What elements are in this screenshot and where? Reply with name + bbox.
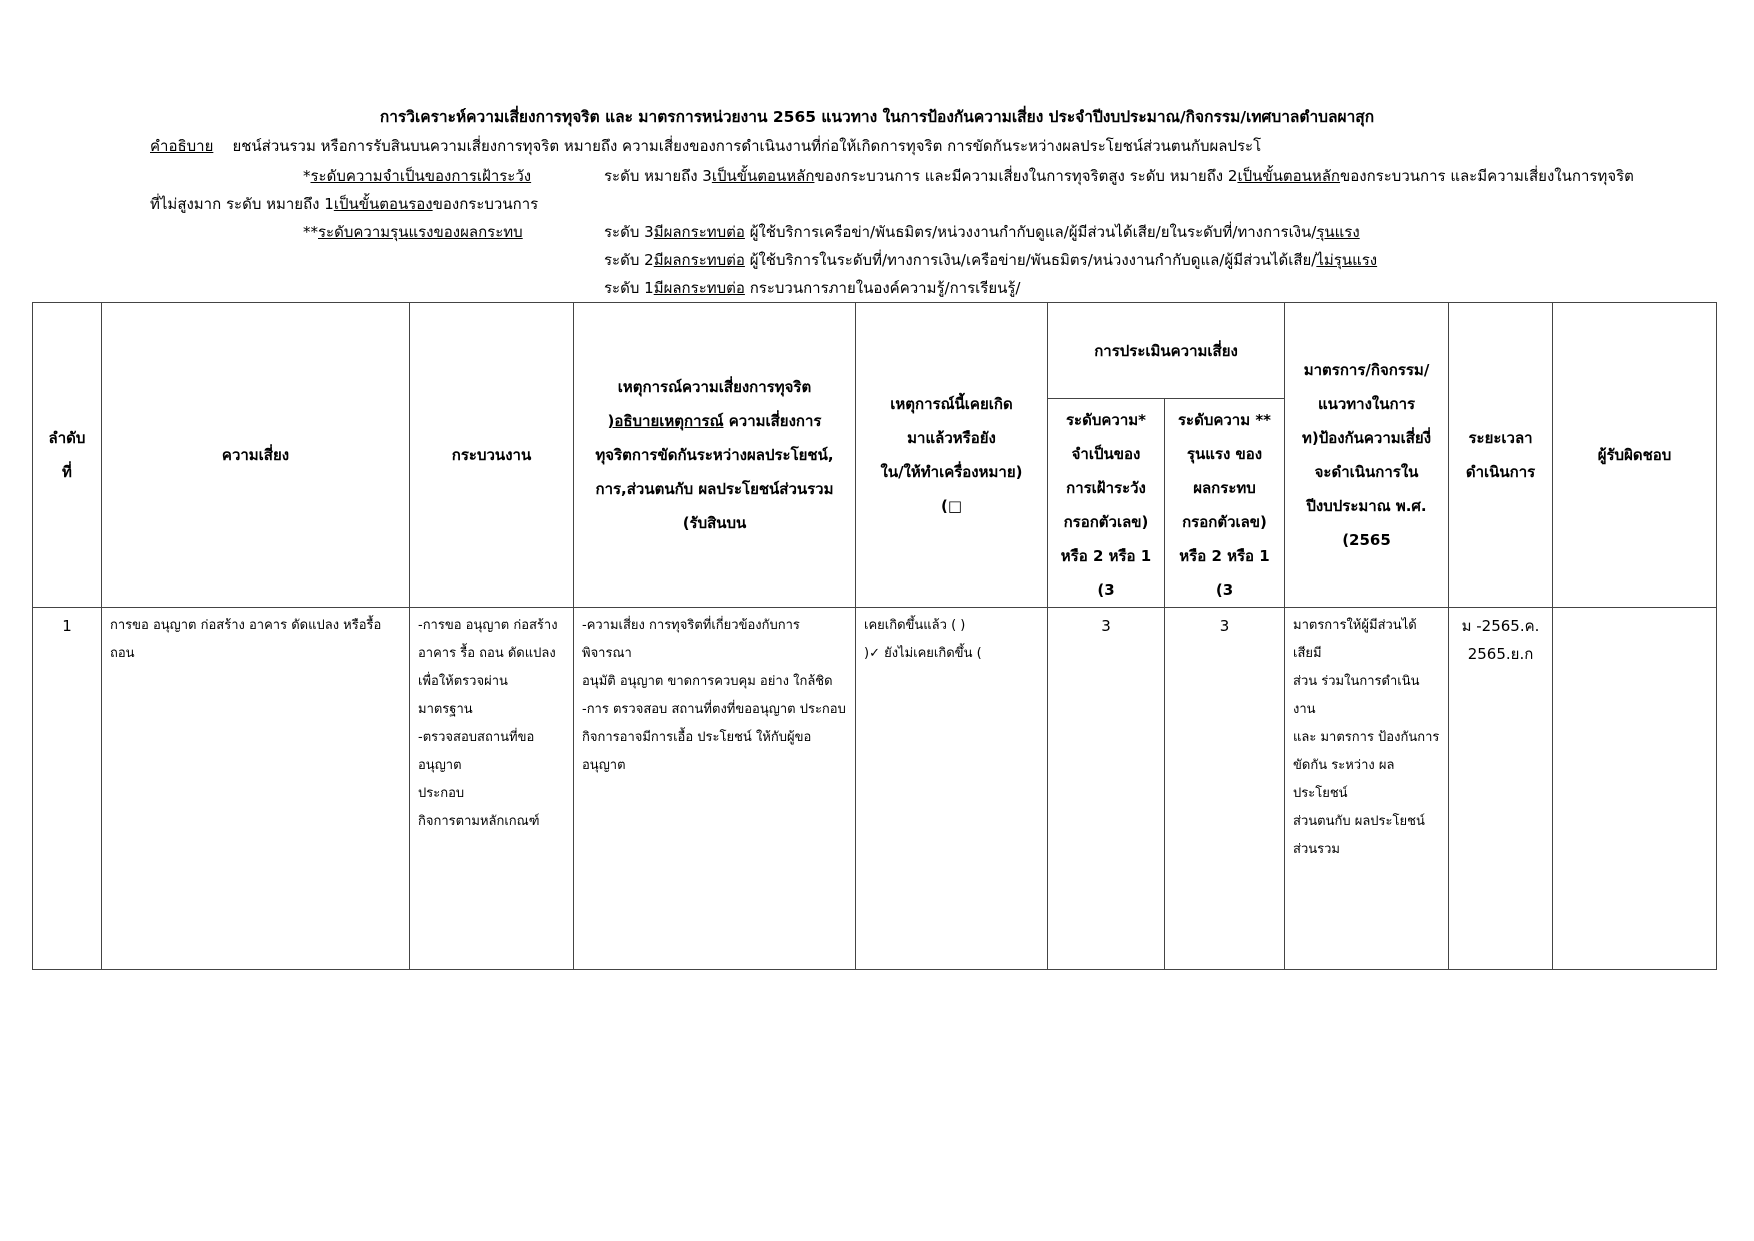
header-process: กระบวนงาน	[410, 303, 574, 608]
severity-prefix: **	[303, 223, 318, 241]
necessity-label-line	[303, 166, 531, 186]
necessity-line2	[150, 194, 538, 214]
severity-level-2	[604, 250, 1377, 270]
row-measures: มาตรการให้ผู้มีส่วนได้ เสียมี ส่วน ร่วมในการดำเนินงาน และ มาตรการ ป้องกันการ ขัดกัน ระหว่าง ผลประโยชน์ ส่วนตนกับ ผลประโยชน์ ส่วนรวม	[1285, 608, 1449, 970]
sev1-a: ระดับ 1	[604, 279, 654, 297]
row-period: ม -2565.ค. 2565.ย.ก	[1449, 608, 1553, 970]
definition-line	[150, 136, 1261, 156]
necessity-line2-u: เป็นขั้นตอนรอง	[333, 195, 433, 213]
header-period: ระยะเวลา ดำเนินการ	[1449, 303, 1553, 608]
header-assessment: การประเมินความเสี่ยง	[1048, 303, 1285, 399]
necessity-b-u: เป็นขั้นตอนหลัก	[1237, 167, 1341, 185]
severity-label: ระดับความรุนแรงของผลกระทบ	[318, 223, 523, 241]
necessity-prefix: *	[303, 167, 311, 185]
row-responsible	[1553, 608, 1717, 970]
row-risk: การขอ อนุญาต ก่อสร้าง อาคาร ดัดแปลง หรือรื้อถอน	[102, 608, 410, 970]
sev1-u: มีผลกระทบต่อ	[653, 279, 745, 297]
row-happened: เคยเกิดขึ้นแล้ว ( ) )✓ ยังไม่เคยเกิดขึ้น (	[856, 608, 1048, 970]
header-responsible: ผู้รับผิดชอบ	[1553, 303, 1717, 608]
sev3-a: ระดับ 3	[604, 223, 654, 241]
sev3-u2: รุนแรง	[1316, 223, 1360, 241]
sev3-b: ผู้ใช้บริการเครือข่า/พันธมิตร/หน่วงงานกำกับดูแล/ผู้มีส่วนได้เสีย/ยในระดับที่/ทางการเงิน/	[744, 223, 1317, 241]
header-event-rest: ความเสี่ยงการ ทุจริตการขัดกันระหว่างผลประโยชน์, การ,ส่วนตนกับ ผลประโยชน์ส่วนรวม (รับสินบน	[595, 412, 834, 532]
header-event	[574, 303, 856, 608]
risk-table	[32, 302, 1717, 970]
row-severity: 3	[1165, 608, 1285, 970]
page-title: การวิเคราะห์ความเสี่ยงการทุจริต และ มาตรการหน่วยงาน 2565 แนวทาง ในการป้องกันความเสี่ยง ประจำปีงบประมาณ/กิจกรรม/เทศบาลตำบลผาสุก	[379, 108, 1375, 126]
header-no: ลำดับ ที่	[33, 303, 102, 608]
severity-level-1	[604, 278, 1020, 298]
sev2-u2: ไม่รุนแรง	[1316, 251, 1378, 269]
table-row	[33, 608, 1717, 970]
sev2-a: ระดับ 2	[604, 251, 654, 269]
necessity-desc-line	[604, 166, 1634, 186]
header-severity: ระดับความ ** รุนแรง ของ ผลกระทบ กรอกตัวเลข) หรือ 2 หรือ 1 (3	[1165, 399, 1285, 608]
row-no: 1	[33, 608, 102, 970]
row-necessity: 3	[1048, 608, 1165, 970]
necessity-label: ระดับความจำเป็นของการเฝ้าระวัง	[310, 167, 532, 185]
header-happened: เหตุการณ์นี้เคยเกิด มาแล้วหรือยัง ใน/ให้ทำเครื่องหมาย) (□	[856, 303, 1048, 608]
header-risk: ความเสี่ยง	[102, 303, 410, 608]
sev2-u: มีผลกระทบต่อ	[653, 251, 745, 269]
necessity-c: ของกระบวนการ และมีความเสี่ยงในการทุจริต	[1340, 167, 1634, 185]
necessity-b: ของกระบวนการ และมีความเสี่ยงในการทุจริตสูง ระดับ หมายถึง 2	[814, 167, 1238, 185]
necessity-line2-b: ของกระบวนการ	[432, 195, 539, 213]
header-measures: มาตรการ/กิจกรรม/ แนวทางในการ ท)ป้องกันความเสี่ยงี่ จะดำเนินการใน ปีงบประมาณ พ.ศ. (2565	[1285, 303, 1449, 608]
sev2-b: ผู้ใช้บริการในระดับที่/ทางการเงิน/เครือข่าย/พันธมิตร/หน่วงงานกำกับดูแล/ผู้มีส่วนได้เสีย/	[744, 251, 1317, 269]
definition-text: ยชน์ส่วนรวม หรือการรับสินบนความเสี่ยงการทุจริต หมายถึง ความเสี่ยงของการดำเนินงานที่ก่อให้เกิดการทุจริต การขัดกันระหว่างผลประโยชน์ส่วนตนกับผลประโ	[232, 137, 1262, 155]
necessity-line2-a: ที่ไม่สูงมาก ระดับ หมายถึง 1	[150, 195, 334, 213]
necessity-a: ระดับ หมายถึง 3	[604, 167, 712, 185]
row-process: -การขอ อนุญาต ก่อสร้าง อาคาร รื้อ ถอน ดัดแปลง เพื่อให้ตรวจผ่าน มาตรฐาน -ตรวจสอบสถานที่ขออนุญาต ประกอบ กิจการตามหลักเกณฑ์	[410, 608, 574, 970]
sev3-u: มีผลกระทบต่อ	[653, 223, 745, 241]
row-event: -ความเสี่ยง การทุจริตที่เกี่ยวข้องกับการ พิจารณา อนุมัติ อนุญาต ขาดการควบคุม อย่าง ใกล้ชิด -การ ตรวจสอบ สถานที่ตงที่ขออนุญาต ประกอบ กิจการอาจมีการเอื้อ ประโยชน์ ให้กับผู้ขอ อนุญาต	[574, 608, 856, 970]
definition-label: คำอธิบาย	[150, 137, 214, 155]
severity-level-3	[604, 222, 1360, 242]
severity-label-line	[303, 222, 523, 242]
header-necessity: ระดับความ* จำเป็นของ การเฝ้าระวัง กรอกตัวเลข) หรือ 2 หรือ 1 (3	[1048, 399, 1165, 608]
necessity-a-u: เป็นขั้นตอนหลัก	[711, 167, 815, 185]
sev1-b: กระบวนการภายในองค์ความรู้/การเรียนรู้/	[744, 279, 1021, 297]
header-event-title: เหตุการณ์ความเสี่ยงการทุจริต	[617, 378, 812, 396]
header-event-underlined: )อธิบายเหตุการณ์	[607, 412, 724, 430]
